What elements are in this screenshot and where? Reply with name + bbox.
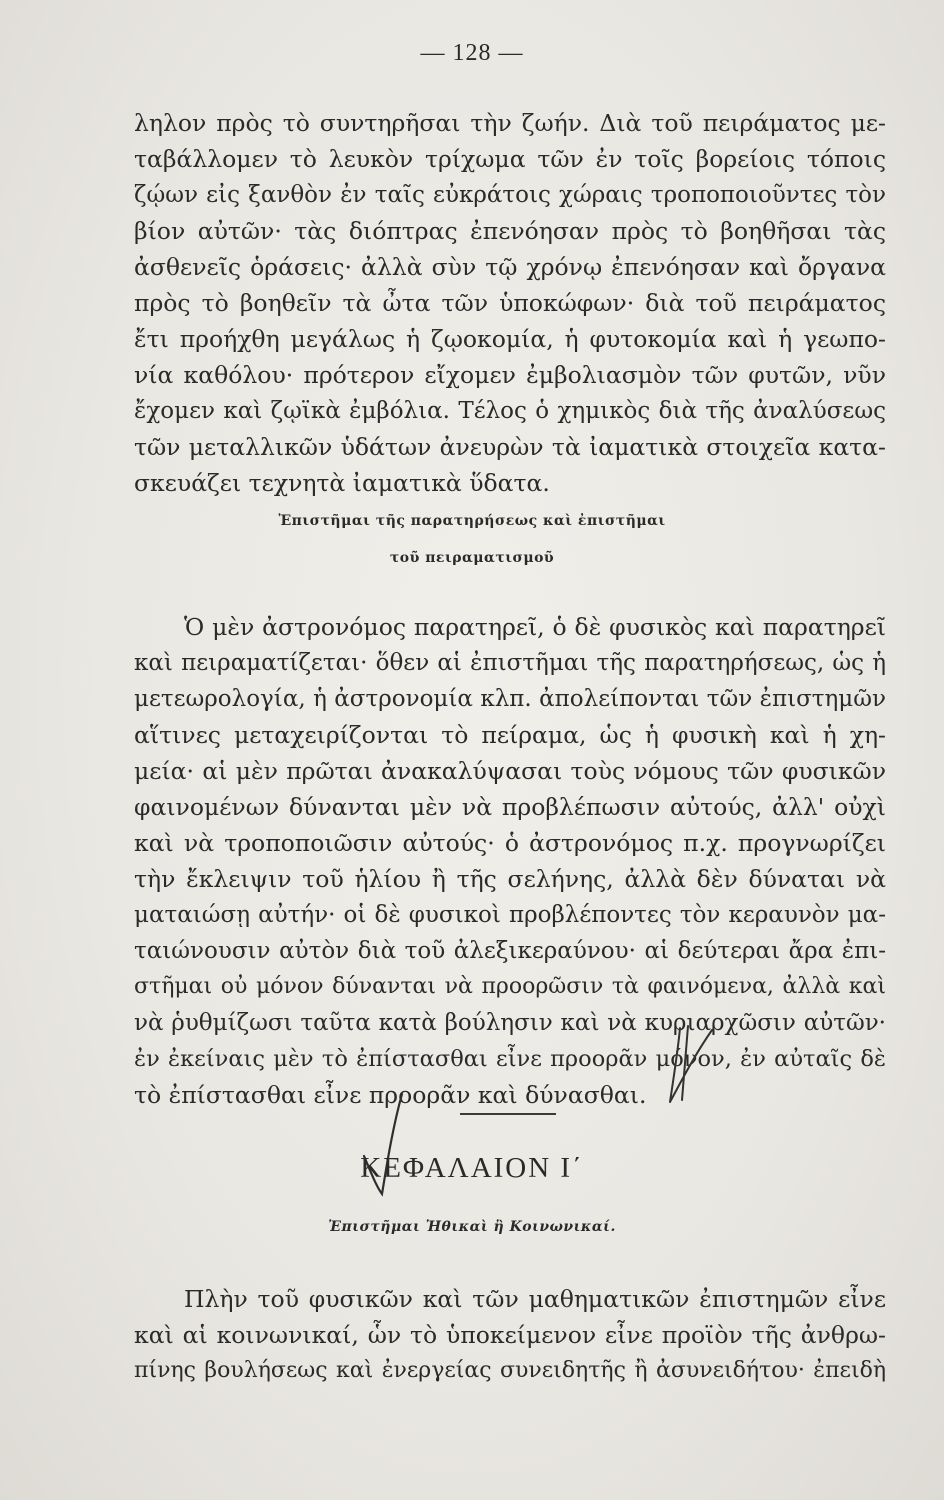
text-line: μετεωρολογία, ἡ ἀστρονομία κλπ. ἀπολείπονται τῶν ἐπιστημῶν <box>134 686 886 712</box>
text-line: ἔτι προήχθη μεγάλως ἡ ζῳοκομία, ἡ φυτοκομία καὶ ἡ γεωπο- <box>134 325 886 353</box>
section-divider <box>460 1113 556 1115</box>
text-line: στῆμαι οὐ μόνον δύνανται νὰ προορῶσιν τὰ φαινόμενα, ἀλλὰ καὶ <box>134 974 886 999</box>
text-line: καὶ νὰ τροποποιῶσιν αὐτούς· ὁ ἀστρονόμος π.χ. προγνωρίζει <box>134 829 886 857</box>
section-heading-line-2: τοῦ πειραματισμοῦ <box>389 550 555 566</box>
text-line: βίον αὐτῶν· τὰς διόπτρας ἐπενόησαν πρὸς τὸ βοηθῆσαι τὰς <box>134 217 886 245</box>
text-line: ζῴων εἰς ξανθὸν ἐν ταῖς εὐκράτοις χώραις τροποποιοῦντες τὸν <box>134 182 886 208</box>
text-line: τῶν μεταλλικῶν ὑδάτων ἀνευρὼν τὰ ἰαματικὰ στοιχεῖα κατα- <box>134 433 886 461</box>
text-line: Ὁ μὲν ἀστρονόμος παρατηρεῖ, ὁ δὲ φυσικὸς καὶ παρατηρεῖ <box>184 613 886 641</box>
text-line: ληλον πρὸς τὸ συντηρῆσαι τὴν ζωήν. Διὰ τοῦ πειράματος με- <box>134 109 886 137</box>
text-line: πίνης βουλήσεως καὶ ἐνεργείας συνειδητῆς ἢ ἀσυνειδήτου· ἐπειδὴ <box>134 1358 886 1383</box>
text-line: τὴν ἔκλειψιν τοῦ ἡλίου ἢ τῆς σελήνης, ἀλλὰ δὲν δύναται νὰ <box>134 865 886 893</box>
text-line: νία καθόλου· πρότερον εἴχομεν ἐμβολιασμὸν τῶν φυτῶν, νῦν <box>134 361 886 389</box>
chapter-subtitle: Ἐπιστῆμαι Ἠθικαὶ ἢ Κοινωνικαί. <box>328 1219 616 1235</box>
text-line: Πλὴν τοῦ φυσικῶν καὶ τῶν μαθηματικῶν ἐπιστημῶν εἶνε <box>184 1285 886 1313</box>
text-line: τὸ ἐπίστασθαι εἶνε προορᾶν καὶ δύνασθαι. <box>134 1081 647 1109</box>
text-line: ἀσθενεῖς ὁράσεις· ἀλλὰ σὺν τῷ χρόνῳ ἐπενόησαν καὶ ὄργανα <box>134 253 886 281</box>
text-line: ἐν ἐκείναις μὲν τὸ ἐπίστασθαι εἶνε προορᾶν μόνον, ἐν αὐταῖς δὲ <box>134 1046 886 1072</box>
text-line: μεία· αἱ μὲν πρῶται ἀνακαλύψασαι τοὺς νόμους τῶν φυσικῶν <box>134 757 886 785</box>
chapter-title: ΚΕΦΑΛΑΙΟΝ Ι΄ <box>360 1152 584 1184</box>
text-line: καὶ αἱ κοινωνικαί, ὧν τὸ ὑποκείμενον εἶνε προϊὸν τῆς ἀνθρω- <box>134 1321 886 1349</box>
text-line: νὰ ῥυθμίζωσι ταῦτα κατὰ βούλησιν καὶ νὰ κυριαρχῶσιν αὐτῶν· <box>134 1010 886 1036</box>
text-line: ματαιώσῃ αὐτήν· οἱ δὲ φυσικοὶ προβλέποντες τὸν κεραυνὸν μα- <box>134 902 886 928</box>
text-line: ταιώνουσιν αὐτὸν διὰ τοῦ ἀλεξικεραύνου· αἱ δεύτεραι ἄρα ἐπι- <box>134 938 886 964</box>
text-line: ἔχομεν καὶ ζῳϊκὰ ἐμβόλια. Τέλος ὁ χημικὸς διὰ τῆς ἀναλύσεως <box>134 398 886 424</box>
text-line: φαινομένων δύνανται μὲν νὰ προβλέπωσιν αὐτούς, ἀλλ' οὐχὶ <box>134 793 886 821</box>
text-line: πρὸς τὸ βοηθεῖν τὰ ὦτα τῶν ὑποκώφων· διὰ τοῦ πειράματος <box>134 289 886 317</box>
text-line: ταβάλλομεν τὸ λευκὸν τρίχωμα τῶν ἐν τοῖς βορείοις τόποις <box>134 145 886 173</box>
section-heading-line-1: Ἐπιστῆμαι τῆς παρατηρήσεως καὶ ἐπιστῆμαι <box>278 513 666 529</box>
text-line: καὶ πειραματίζεται· ὅθεν αἱ ἐπιστῆμαι τῆς παρατηρήσεως, ὡς ἡ <box>134 650 886 676</box>
text-line: αἵτινες μεταχειρίζονται τὸ πείραμα, ὡς ἡ φυσικὴ καὶ ἡ χη- <box>134 721 886 749</box>
page-number: — 128 — <box>420 40 524 66</box>
text-line: σκευάζει τεχνητὰ ἰαματικὰ ὕδατα. <box>134 469 550 497</box>
